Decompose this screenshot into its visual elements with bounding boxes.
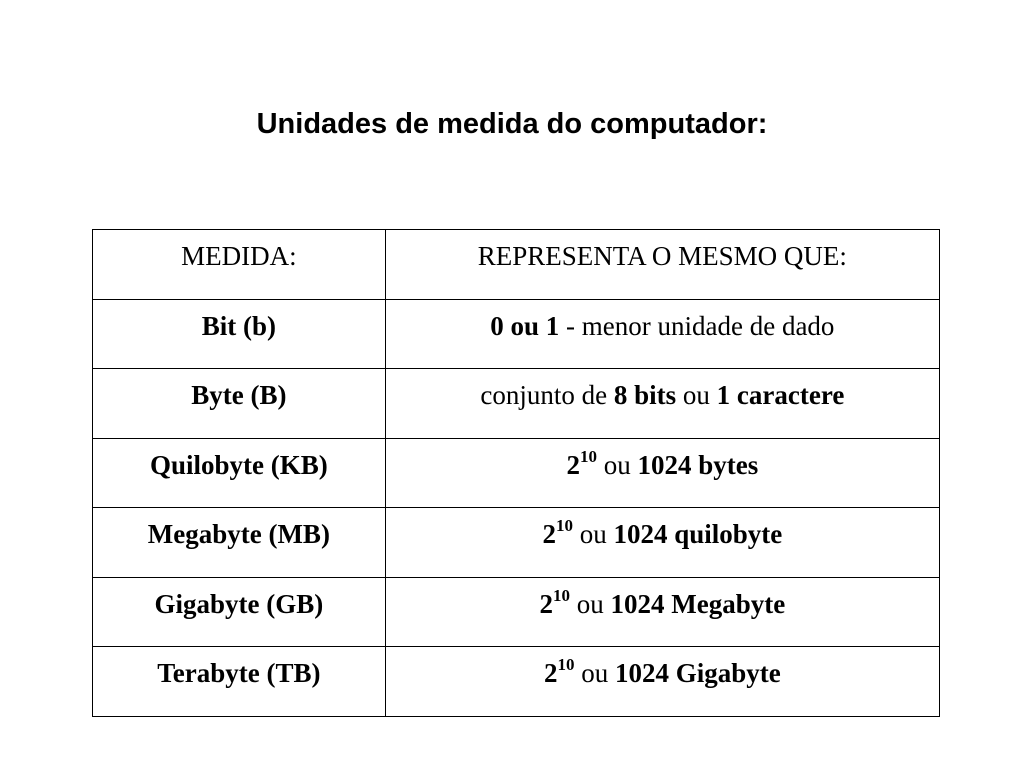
table-row bbox=[93, 647, 940, 717]
connector-text: ou bbox=[596, 449, 638, 480]
equivalent-value: 1024 bytes bbox=[637, 449, 759, 480]
description-part: ou bbox=[676, 380, 717, 410]
description-cell bbox=[385, 299, 939, 369]
table-row bbox=[93, 577, 940, 647]
power-base: 2 bbox=[539, 588, 553, 619]
unit-cell: Bit (b) bbox=[93, 299, 386, 369]
description-cell bbox=[385, 577, 939, 647]
power-exponent: 10 bbox=[557, 655, 575, 674]
table-row bbox=[93, 369, 940, 439]
unit-cell: Gigabyte (GB) bbox=[93, 577, 386, 647]
description-part: conjunto de bbox=[480, 380, 614, 410]
power-exponent: 10 bbox=[555, 516, 573, 535]
equivalent-value: 1024 Megabyte bbox=[610, 588, 786, 619]
unit-cell: Quilobyte (KB) bbox=[93, 438, 386, 508]
description-cell bbox=[385, 508, 939, 578]
power-exponent: 10 bbox=[579, 446, 597, 466]
unit-cell: Byte (B) bbox=[93, 369, 386, 439]
power-base: 2 bbox=[566, 449, 580, 480]
description-part: 0 ou 1 bbox=[490, 310, 560, 341]
connector-text: ou bbox=[569, 588, 611, 619]
description-cell bbox=[385, 438, 939, 508]
description-cell bbox=[385, 647, 939, 717]
header-medida: MEDIDA: bbox=[93, 230, 386, 300]
units-table bbox=[92, 229, 940, 717]
power-base: 2 bbox=[543, 658, 558, 688]
table-row bbox=[93, 438, 940, 508]
table-row bbox=[93, 299, 940, 369]
description-cell bbox=[385, 369, 939, 439]
table-header-row bbox=[93, 230, 940, 300]
power-exponent: 10 bbox=[552, 585, 570, 605]
table-row bbox=[93, 508, 940, 578]
power-base: 2 bbox=[542, 519, 556, 549]
equivalent-value: 1024 quilobyte bbox=[613, 519, 783, 549]
unit-cell: Megabyte (MB) bbox=[93, 508, 386, 578]
header-representa: REPRESENTA O MESMO QUE: bbox=[385, 230, 939, 300]
equivalent-value: 1024 Gigabyte bbox=[614, 658, 781, 688]
connector-text: ou bbox=[574, 658, 615, 688]
description-part: - menor unidade de dado bbox=[559, 310, 835, 341]
connector-text: ou bbox=[572, 519, 614, 549]
page-title: Unidades de medida do computador: bbox=[256, 108, 768, 140]
unit-cell: Terabyte (TB) bbox=[93, 647, 386, 717]
description-part: 8 bits bbox=[613, 380, 677, 410]
description-part: 1 caractere bbox=[716, 380, 845, 410]
